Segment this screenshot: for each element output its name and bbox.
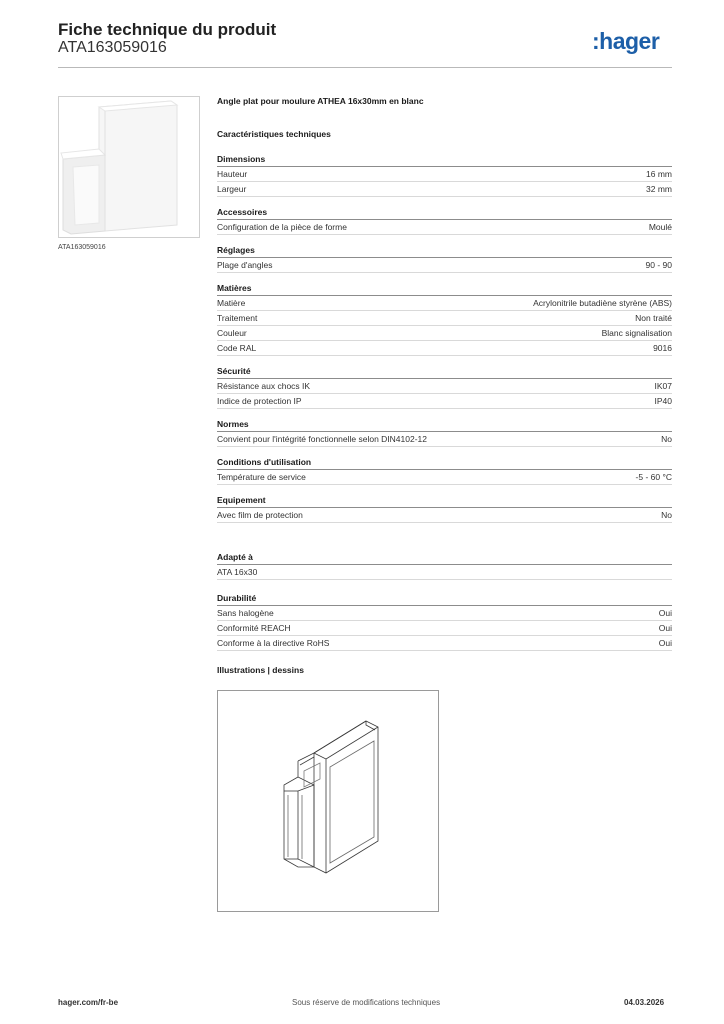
section-title: Adapté à — [217, 551, 672, 565]
spec-label: Température de service — [217, 472, 306, 482]
spec-row — [217, 167, 672, 182]
spec-section — [217, 206, 672, 235]
section-title: Equipement — [217, 494, 672, 508]
spec-section — [217, 456, 672, 485]
product-code: ATA163059016 — [58, 39, 167, 56]
spec-row — [217, 432, 672, 447]
section-title: Dimensions — [217, 153, 672, 167]
footer-note: Sous réserve de modifications techniques — [292, 998, 441, 1007]
spec-row — [217, 636, 672, 651]
spec-label: Indice de protection IP — [217, 396, 302, 406]
spec-value: Acrylonitrile butadiène styrène (ABS) — [533, 298, 672, 308]
spec-value: 16 mm — [646, 169, 672, 179]
product-photo-image — [59, 97, 199, 237]
spec-value: Oui — [658, 638, 672, 648]
spec-value: 32 mm — [646, 184, 672, 194]
section-title: Normes — [217, 418, 672, 432]
product-photo — [58, 96, 200, 238]
spec-row — [217, 182, 672, 197]
illustrations-title: Illustrations | dessins — [217, 665, 304, 675]
spacer — [217, 523, 672, 542]
spec-value: 90 - 90 — [645, 260, 672, 270]
spec-value: Non traité — [635, 313, 672, 323]
specs-panel — [217, 96, 672, 679]
page-title: Fiche technique du produit — [58, 20, 277, 39]
section-title: Conditions d'utilisation — [217, 456, 672, 470]
spec-sections — [217, 153, 672, 523]
spec-section — [217, 494, 672, 523]
spec-row — [217, 508, 672, 523]
spec-value: IK07 — [654, 381, 672, 391]
footer-website[interactable]: hager.com/fr-be — [58, 998, 119, 1007]
spec-row — [217, 470, 672, 485]
spec-row — [217, 379, 672, 394]
spec-label: Matière — [217, 298, 246, 308]
section-adapted — [217, 551, 672, 580]
spec-value: 9016 — [653, 343, 672, 353]
logo-text: hager — [599, 28, 660, 54]
spec-value: Blanc signalisation — [601, 328, 672, 338]
spec-label: Code RAL — [217, 343, 257, 353]
spec-label: ATA 16x30 — [217, 567, 258, 577]
spec-label: Sans halogène — [217, 608, 274, 618]
spec-value: Moulé — [648, 222, 672, 232]
spec-row — [217, 220, 672, 235]
spec-value: No — [661, 434, 672, 444]
spec-value: IP40 — [654, 396, 672, 406]
section-title: Sécurité — [217, 365, 672, 379]
spec-section — [217, 365, 672, 409]
spec-section — [217, 244, 672, 273]
header-divider — [58, 67, 672, 68]
spec-value: Oui — [658, 623, 672, 633]
spec-row — [217, 394, 672, 409]
spec-section — [217, 418, 672, 447]
spec-row — [217, 258, 672, 273]
spec-label: Hauteur — [217, 169, 248, 179]
footer-date: 04.03.2026 — [624, 998, 665, 1007]
spec-row — [217, 565, 672, 580]
section-durability — [217, 592, 672, 651]
spec-label: Convient pour l'intégrité fonctionnelle selon DIN4102-12 — [217, 434, 428, 444]
spec-label: Résistance aux chocs IK — [217, 381, 311, 391]
spec-label: Largeur — [217, 184, 247, 194]
spec-row — [217, 296, 672, 311]
section-title: Réglages — [217, 244, 672, 258]
photo-caption: ATA163059016 — [58, 244, 106, 251]
spec-row — [217, 341, 672, 356]
spec-label: Avec film de protection — [217, 510, 303, 520]
spec-value: Oui — [658, 608, 672, 618]
spec-label: Traitement — [217, 313, 258, 323]
spec-label: Couleur — [217, 328, 247, 338]
spec-value: -5 - 60 °C — [635, 472, 672, 482]
spec-label: Configuration de la pièce de forme — [217, 222, 347, 232]
spec-value: No — [661, 510, 672, 520]
spec-row — [217, 311, 672, 326]
spec-row — [217, 606, 672, 621]
spec-row — [217, 326, 672, 341]
section-title: Accessoires — [217, 206, 672, 220]
section-title: Matières — [217, 282, 672, 296]
spec-row — [217, 621, 672, 636]
technical-drawing-image — [218, 691, 438, 911]
spec-section — [217, 282, 672, 356]
tech-specs-title: Caractéristiques techniques — [217, 129, 331, 139]
spec-section — [217, 153, 672, 197]
technical-drawing — [217, 690, 439, 912]
spec-label: Conformité REACH — [217, 623, 291, 633]
product-name: Angle plat pour moulure ATHEA 16x30mm en blanc — [217, 96, 424, 106]
spec-label: Plage d'angles — [217, 260, 273, 270]
section-title: Durabilité — [217, 592, 672, 606]
spec-label: Conforme à la directive RoHS — [217, 638, 330, 648]
hager-logo: :hager — [592, 28, 660, 54]
